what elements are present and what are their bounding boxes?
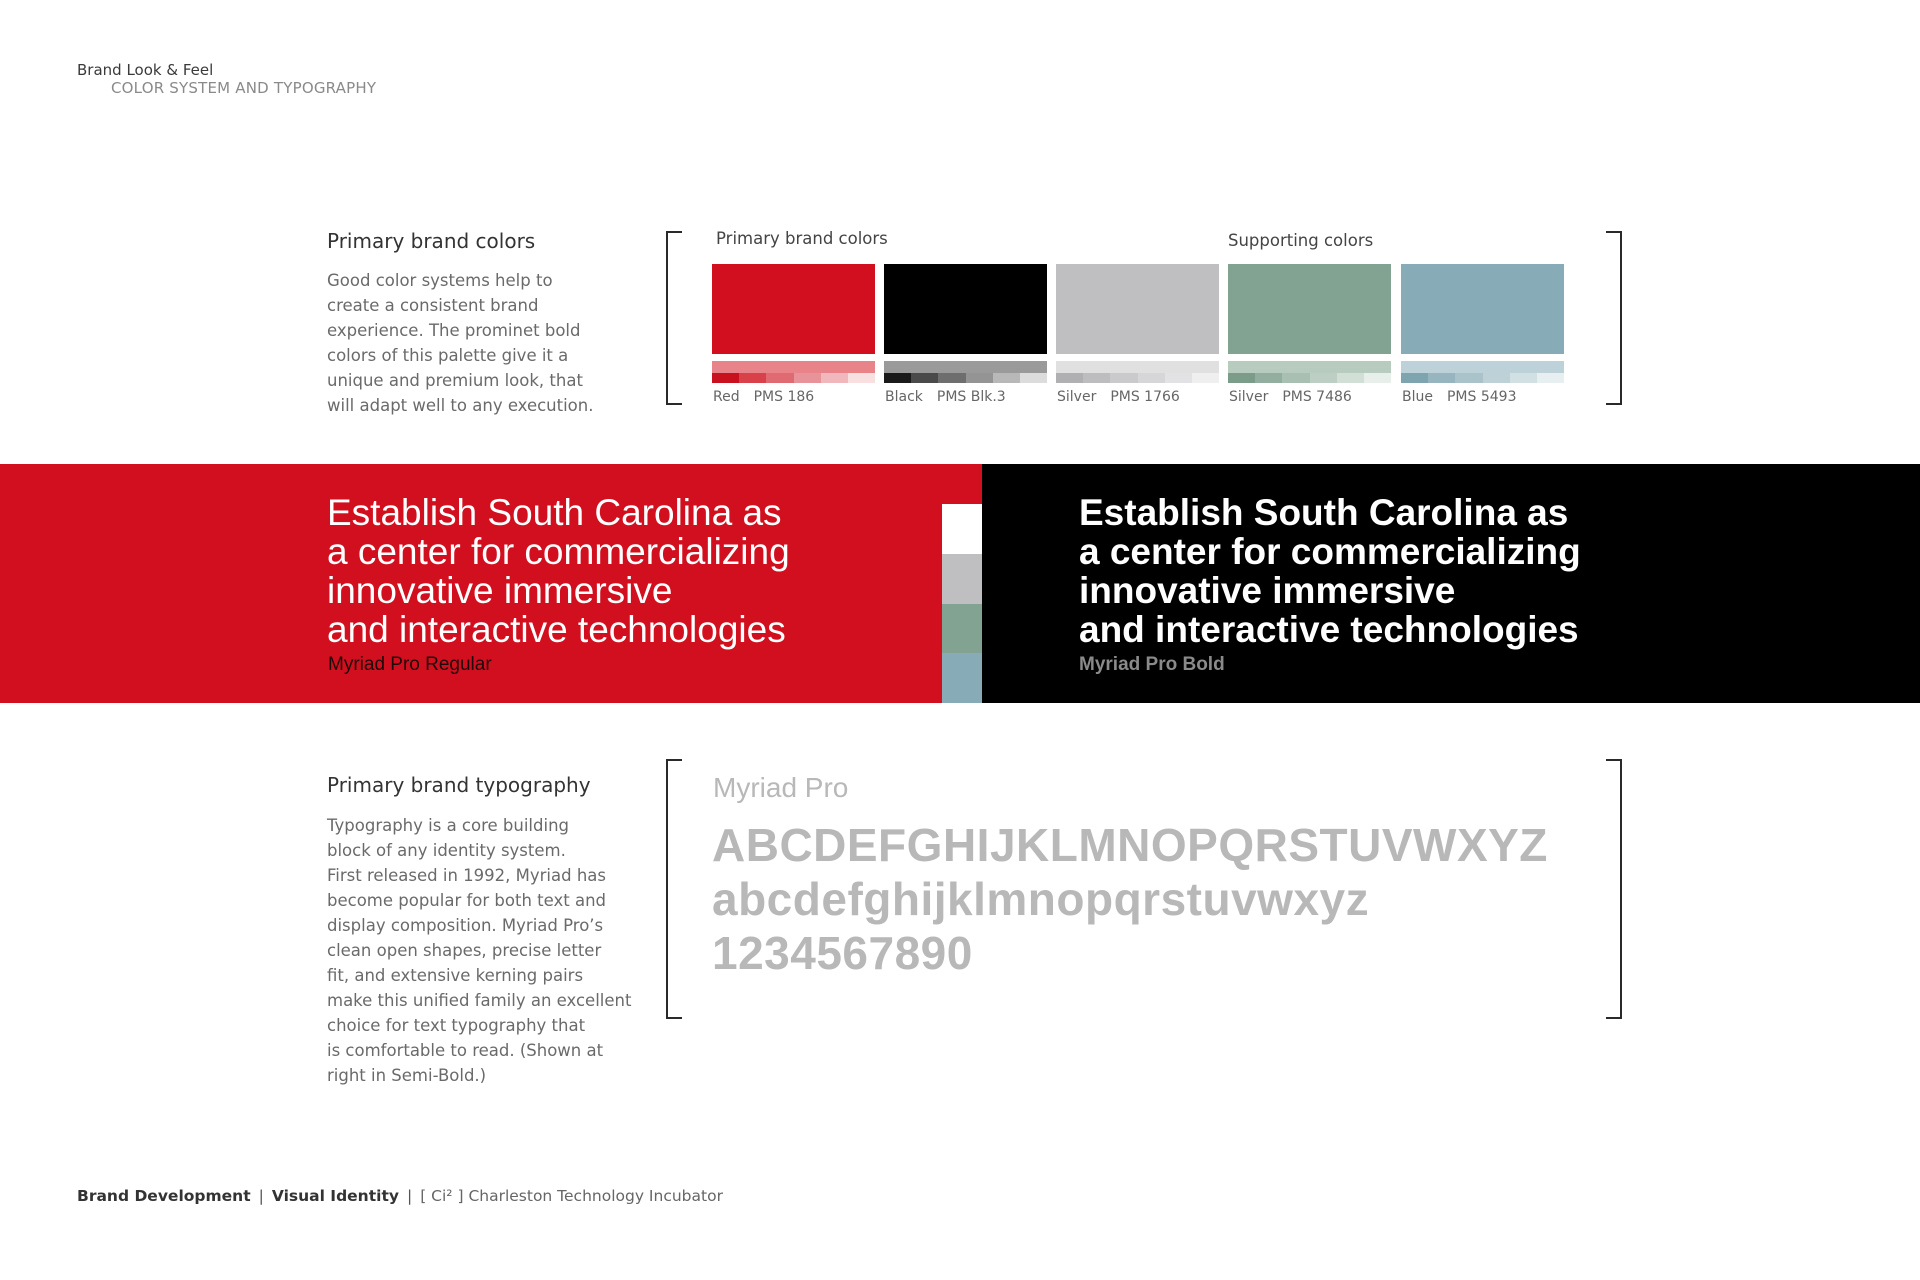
statement-line: a center for commercializing	[1079, 531, 1581, 572]
header-subtitle: COLOR SYSTEM AND TYPOGRAPHY	[111, 79, 377, 97]
tint-scale	[712, 361, 875, 373]
swatch-label	[1402, 389, 1516, 405]
tint-cell	[1110, 373, 1137, 383]
statement-line: Establish South Carolina as	[1079, 492, 1569, 533]
swatch-color-name: Silver	[1057, 389, 1097, 405]
specimen-bracket-left	[666, 759, 682, 1019]
tint-cell	[1192, 373, 1219, 383]
strip-color-block	[942, 653, 982, 703]
tint-cell	[1455, 373, 1482, 383]
swatch-pms-code: PMS 186	[753, 389, 815, 405]
tint-scale	[884, 361, 1047, 373]
tint-bar	[1401, 361, 1564, 373]
tint-cell	[1401, 373, 1428, 383]
tint-cell	[739, 373, 766, 383]
statement-line: Establish South Carolina as	[327, 492, 782, 533]
specimen-uppercase: ABCDEFGHIJKLMNOPQRSTUVWXYZ	[712, 819, 1548, 871]
swatch-color-name: Black	[885, 389, 923, 405]
tint-cell	[1282, 373, 1309, 383]
tint-cell	[766, 373, 793, 383]
statement-line: innovative immersive	[1079, 570, 1456, 611]
swatch-pms-code: PMS Blk.3	[936, 389, 1006, 405]
tint-cell	[1537, 373, 1564, 383]
color-swatch	[1228, 264, 1391, 354]
tint-cell	[884, 373, 911, 383]
tint-cell	[1337, 373, 1364, 383]
statement-line: a center for commercializing	[327, 531, 790, 572]
swatch-panel-bracket-right	[1606, 231, 1622, 405]
tint-cell	[1483, 373, 1510, 383]
tint-scale	[1228, 361, 1391, 373]
footer-brand-development: Brand Development	[77, 1187, 251, 1205]
footer-ci-mark: [ Ci² ]	[420, 1187, 464, 1205]
swatch-color-name: Red	[713, 389, 740, 405]
colors-section-body: Good color systems help to create a consistent brand experience. The prominet bold colors of this palette give it a unique and premium look, that will adapt well to any execution.	[327, 271, 594, 415]
swatch-pms-code: PMS 1766	[1110, 389, 1180, 405]
color-swatch	[712, 264, 875, 354]
color-strip	[942, 504, 982, 703]
statement-line: innovative immersive	[327, 570, 673, 611]
swatch-pms-code: PMS 7486	[1282, 389, 1352, 405]
tint-cell	[1165, 373, 1192, 383]
color-swatch	[1401, 264, 1564, 354]
tint-cell	[848, 373, 875, 383]
primary-colors-heading: Primary brand colors	[716, 229, 888, 248]
tint-cell	[1083, 373, 1110, 383]
bold-font-caption: Myriad Pro Bold	[1079, 654, 1225, 675]
swatch-label	[885, 389, 1006, 405]
footer-incubator: Charleston Technology Incubator	[468, 1187, 723, 1205]
tint-cell	[911, 373, 938, 383]
regular-font-caption: Myriad Pro Regular	[328, 654, 492, 675]
tint-cell	[1510, 373, 1537, 383]
tint-bar	[884, 361, 1047, 373]
footer-visual-identity: Visual Identity	[271, 1187, 399, 1205]
typography-section-title: Primary brand typography	[327, 773, 591, 797]
swatch-label	[1229, 389, 1352, 405]
band-regular-statement	[327, 493, 790, 649]
footer: Brand Development | Visual Identity | [ Ci² ] Charleston Technology Incubator	[77, 1187, 723, 1205]
tint-cell	[938, 373, 965, 383]
supporting-colors-heading: Supporting colors	[1228, 231, 1374, 250]
swatch-color-name: Blue	[1402, 389, 1433, 405]
swatch-color-name: Silver	[1229, 389, 1269, 405]
tint-cell	[1310, 373, 1337, 383]
tint-cell	[712, 373, 739, 383]
swatch-pms-code: PMS 5493	[1446, 389, 1517, 405]
specimen-font-name: Myriad Pro	[713, 772, 849, 803]
tint-cell	[1020, 373, 1047, 383]
specimen-bracket-right	[1606, 759, 1622, 1019]
tint-cell	[1255, 373, 1282, 383]
statement-line: and interactive technologies	[1079, 609, 1579, 650]
swatch-panel-bracket-left	[666, 231, 682, 405]
band-bold-statement	[1079, 493, 1581, 649]
tint-bar	[712, 361, 875, 373]
tint-cell	[1228, 373, 1255, 383]
tint-cell	[1428, 373, 1455, 383]
tint-cell	[993, 373, 1020, 383]
tint-scale	[1056, 361, 1219, 373]
colors-section-title: Primary brand colors	[327, 229, 536, 253]
tint-bar	[1056, 361, 1219, 373]
specimen-lowercase: abcdefghijklmnopqrstuvwxyz	[712, 873, 1370, 925]
header-title: Brand Look & Feel	[77, 61, 214, 79]
typography-section-body: Typography is a core building block of any identity system. First released in 1992, Myriad has become popular for both text and display composition. Myriad Pro’s clean open shapes, precise letter fit, and extensive kerning pairs make this unified family an excellent choice for text typography that is comfortable to read. (Shown at right in Semi-Bold.)	[327, 816, 632, 1085]
tint-scale	[1401, 361, 1564, 373]
tint-cell	[794, 373, 821, 383]
tint-cell	[1056, 373, 1083, 383]
tint-bar	[1228, 361, 1391, 373]
swatch-label	[713, 389, 814, 405]
strip-color-block	[942, 554, 982, 604]
tint-cell	[1364, 373, 1391, 383]
specimen-digits: 1234567890	[712, 927, 973, 979]
strip-color-block	[942, 504, 982, 554]
tint-cell	[966, 373, 993, 383]
swatch-label	[1057, 389, 1180, 405]
statement-line: and interactive technologies	[327, 609, 786, 650]
strip-color-block	[942, 604, 982, 654]
color-swatch	[1056, 264, 1219, 354]
color-swatch	[884, 264, 1047, 354]
tint-cell	[821, 373, 848, 383]
tint-cell	[1138, 373, 1165, 383]
